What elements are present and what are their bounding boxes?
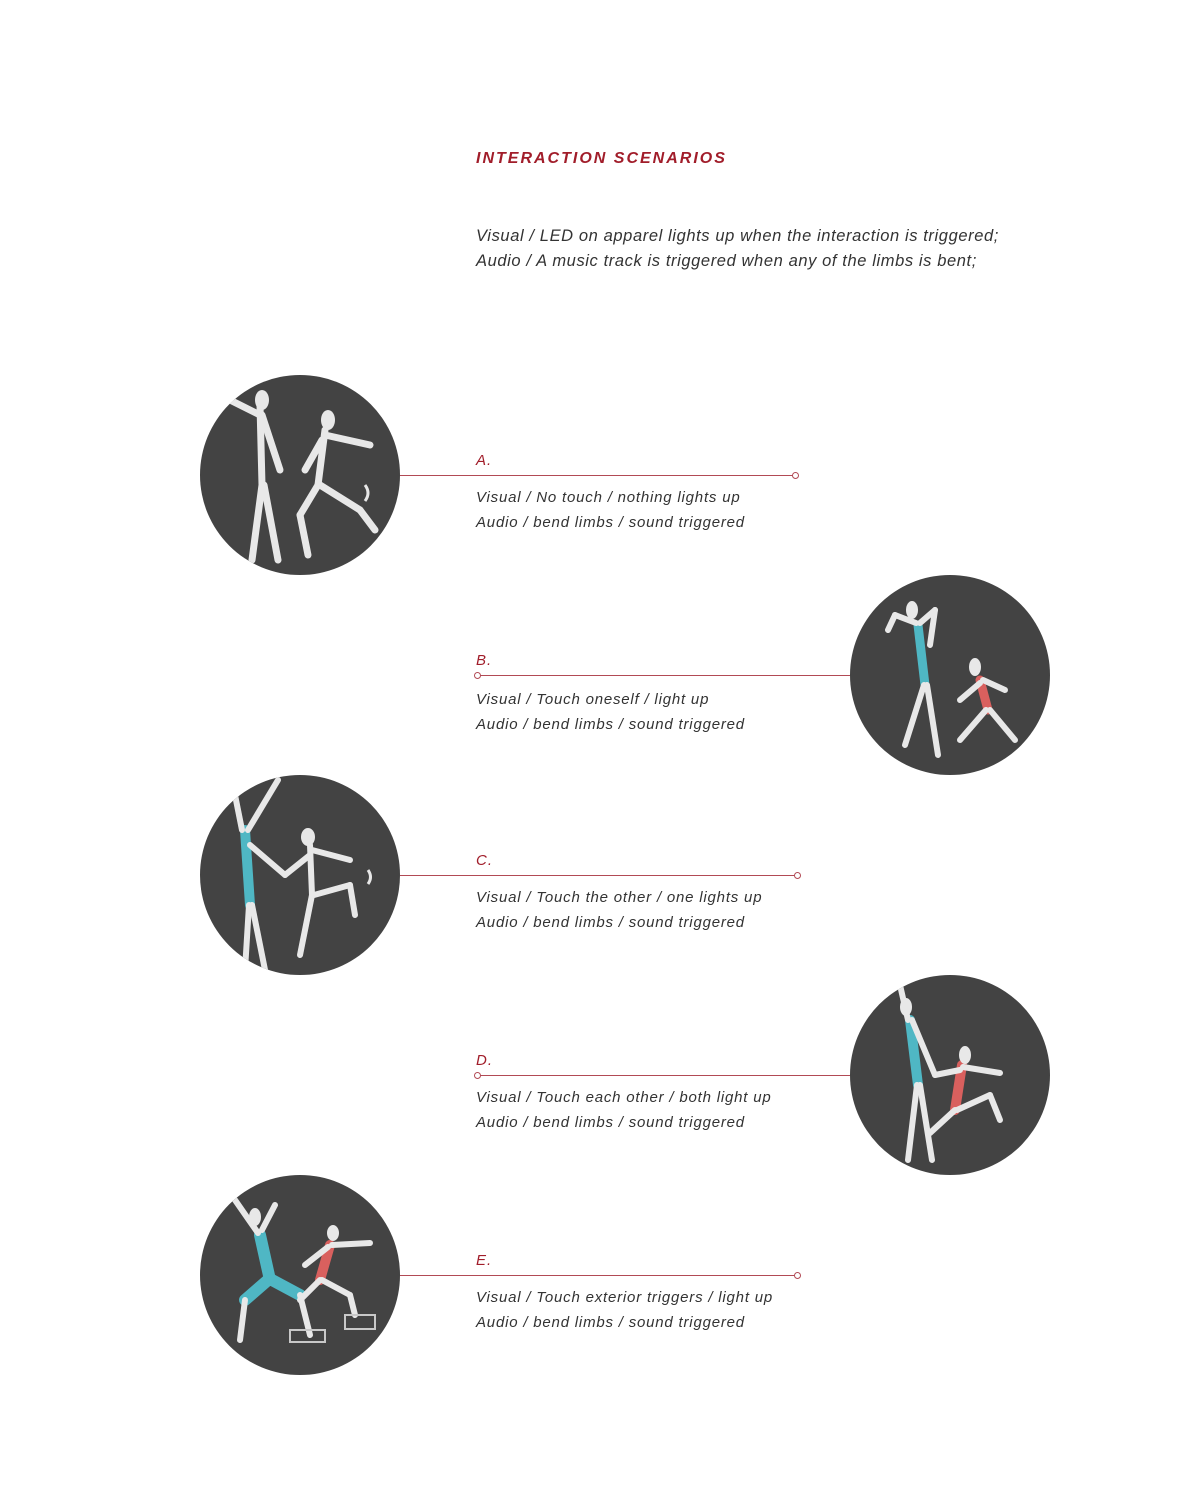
dancers-exterior-trigger-icon xyxy=(200,1175,400,1375)
scenario-a-description xyxy=(476,485,745,535)
scenario-e-connector-line xyxy=(400,1275,795,1276)
intro-audio-line: Audio / A music track is triggered when any of the limbs is bent; xyxy=(476,252,977,270)
scenario-c-illustration xyxy=(200,775,400,975)
scenario-e xyxy=(0,1175,1200,1385)
scenario-b-description xyxy=(476,687,745,737)
intro-visual-line: Visual / LED on apparel lights up when the interaction is triggered; xyxy=(476,227,999,245)
scenario-d-description xyxy=(476,1085,771,1135)
scenario-a-audio: Audio / bend limbs / sound triggered xyxy=(476,514,745,531)
intro-text xyxy=(476,224,999,274)
scenario-a-connector-dot xyxy=(792,472,799,479)
scenario-c-letter: C. xyxy=(476,852,493,869)
scenario-d-illustration xyxy=(850,975,1050,1175)
scenario-b-illustration xyxy=(850,575,1050,775)
scenario-c-connector-line xyxy=(400,875,795,876)
dancers-touch-other-icon xyxy=(200,775,400,975)
dancers-no-touch-icon xyxy=(200,375,400,575)
scenario-c-visual: Visual / Touch the other / one lights up xyxy=(476,889,763,906)
scenario-e-connector-dot xyxy=(794,1272,801,1279)
scenario-b-connector-line xyxy=(480,675,850,676)
scenario-e-visual: Visual / Touch exterior triggers / light up xyxy=(476,1289,774,1306)
dancers-touch-each-other-icon xyxy=(850,975,1050,1175)
dancers-touch-oneself-icon xyxy=(850,575,1050,775)
scenario-a-illustration xyxy=(200,375,400,575)
scenario-a-connector-line xyxy=(400,475,795,476)
scenario-a xyxy=(0,375,1200,585)
scenario-b-letter: B. xyxy=(476,652,493,669)
page-title: INTERACTION SCENARIOS xyxy=(476,150,727,167)
scenario-a-letter: A. xyxy=(476,452,493,469)
scenario-c xyxy=(0,775,1200,985)
scenario-c-description xyxy=(476,885,762,935)
scenario-b-audio: Audio / bend limbs / sound triggered xyxy=(476,716,745,733)
scenario-d-letter: D. xyxy=(476,1052,493,1069)
scenario-c-audio: Audio / bend limbs / sound triggered xyxy=(476,914,745,931)
scenario-d-audio: Audio / bend limbs / sound triggered xyxy=(476,1114,745,1131)
scenario-d xyxy=(0,975,1200,1185)
scenario-a-visual: Visual / No touch / nothing lights up xyxy=(476,489,741,506)
scenario-b-visual: Visual / Touch oneself / light up xyxy=(476,691,710,708)
scenario-b xyxy=(0,575,1200,785)
scenario-d-visual: Visual / Touch each other / both light up xyxy=(476,1089,772,1106)
scenario-c-connector-dot xyxy=(794,872,801,879)
scenario-e-letter: E. xyxy=(476,1252,493,1269)
scenario-e-audio: Audio / bend limbs / sound triggered xyxy=(476,1314,745,1331)
scenario-e-illustration xyxy=(200,1175,400,1375)
scenario-e-description xyxy=(476,1285,773,1335)
scenario-d-connector-line xyxy=(480,1075,850,1076)
